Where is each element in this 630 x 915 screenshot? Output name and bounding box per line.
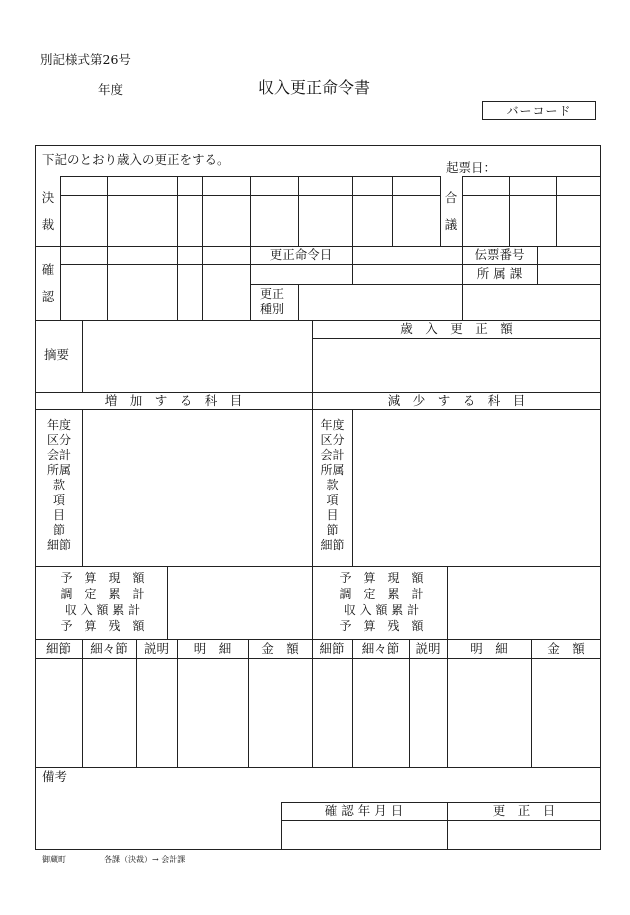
col-saisetsu-inc: 細節 [45,641,71,656]
remarks-label: 備考 [42,769,68,784]
correction-order-date-label: 更正命令日 [269,247,333,262]
col-meisai-inc: 明 細 [193,641,232,656]
kakunin-label: 確 認 [41,262,55,304]
form-number: 別記様式第26号 [40,52,131,67]
increase-items-header: 増 加 す る 科 目 [104,393,243,408]
draft-date-label: 起票日： [446,160,497,175]
form-title: 収入更正命令書 [258,78,371,97]
footer-routing: 各課（決裁）→ 会計課 [104,855,186,864]
decrease-items-header: 減 少 す る 科 目 [387,393,526,408]
increase-item-labels: 年度 区分 会計 所属 款 項 目 節 細節 [46,418,71,552]
decrease-budget-labels: 予 算 現 額 調 定 累 計 収 入 額 累 計 予 算 残 額 [339,571,424,633]
col-saisetsu-dec: 細節 [319,641,345,656]
col-saisaisetsu-dec: 細々節 [361,641,400,656]
revenue-correction-amount-label: 歳 入 更 正 額 [400,321,513,336]
correction-type-label: 更正 種別 [259,287,284,316]
col-saisaisetsu-inc: 細々節 [90,641,128,656]
department-label: 所 属 課 [476,266,523,281]
confirm-date-label: 確 認 年 月 日 [324,803,404,818]
slip-number-label: 伝票番号 [474,247,525,262]
decrease-item-labels: 年度 区分 会計 所属 款 項 目 節 細節 [320,418,345,552]
kessai-label: 決 裁 [41,190,55,232]
col-setsumei-dec: 説明 [415,641,441,656]
footer-town: 御蔵町 [42,855,66,864]
intro-text: 下記のとおり歳入の更正をする。 [42,152,230,167]
col-meisai-dec: 明 細 [470,641,508,656]
increase-budget-labels: 予 算 現 額 調 定 累 計 収 入 額 累 計 予 算 残 額 [60,571,145,633]
correction-date-label: 更 正 日 [492,803,556,818]
summary-label: 摘要 [44,347,70,362]
col-kingaku-dec: 金 額 [547,641,585,656]
barcode-box: バーコード [482,101,596,120]
col-setsumei-inc: 説明 [143,641,169,656]
aigi-label: 合 議 [444,190,458,232]
fiscal-year-label: 年度 [98,82,124,97]
col-kingaku-inc: 金 額 [261,641,299,656]
